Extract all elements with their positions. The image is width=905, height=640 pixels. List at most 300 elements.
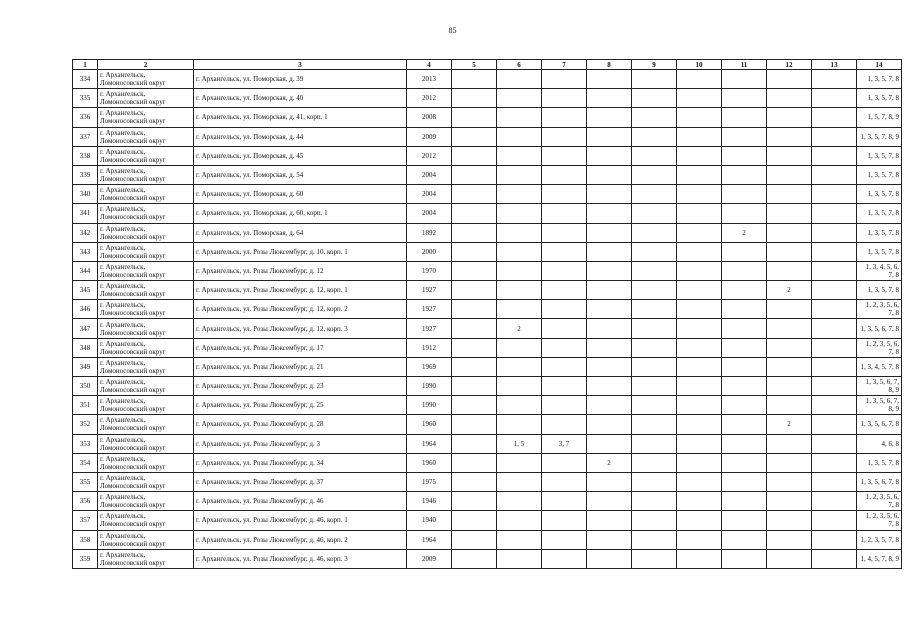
column-6-cell bbox=[497, 127, 542, 146]
column-13-cell bbox=[812, 108, 857, 127]
column-13-cell bbox=[812, 511, 857, 530]
column-11-cell bbox=[722, 242, 767, 261]
column-9-cell bbox=[632, 453, 677, 472]
column-12-cell bbox=[767, 204, 812, 223]
row-number-cell: 355 bbox=[73, 472, 98, 491]
column-6-cell bbox=[497, 492, 542, 511]
column-header: 8 bbox=[587, 60, 632, 70]
column-7-cell bbox=[542, 108, 587, 127]
column-8-cell bbox=[587, 70, 632, 89]
column-header: 14 bbox=[857, 60, 902, 70]
column-13-cell bbox=[812, 261, 857, 280]
column-11-cell bbox=[722, 472, 767, 491]
column-11-cell bbox=[722, 204, 767, 223]
categories-cell: 1, 3, 4, 5, 7, 8 bbox=[857, 357, 902, 376]
column-6-cell bbox=[497, 89, 542, 108]
district-cell: г. Архангельск, Ломоносовский округ bbox=[98, 415, 194, 434]
district-cell: г. Архангельск, Ломоносовский округ bbox=[98, 127, 194, 146]
column-10-cell bbox=[677, 319, 722, 338]
district-cell: г. Архангельск, Ломоносовский округ bbox=[98, 338, 194, 357]
column-13-cell bbox=[812, 223, 857, 242]
column-7-cell bbox=[542, 453, 587, 472]
row-number-cell: 349 bbox=[73, 357, 98, 376]
address-cell: г. Архангельск, ул. Розы Люксембург, д. 10, корп. 1 bbox=[194, 242, 407, 261]
column-5-cell bbox=[452, 415, 497, 434]
district-cell: г. Архангельск, Ломоносовский округ bbox=[98, 319, 194, 338]
column-11-cell bbox=[722, 434, 767, 453]
column-7-cell bbox=[542, 415, 587, 434]
column-5-cell bbox=[452, 396, 497, 415]
column-header: 2 bbox=[98, 60, 194, 70]
column-5-cell bbox=[452, 127, 497, 146]
column-header: 7 bbox=[542, 60, 587, 70]
table-row bbox=[73, 396, 902, 415]
column-7-cell bbox=[542, 377, 587, 396]
row-number-cell: 339 bbox=[73, 165, 98, 184]
year-cell: 1960 bbox=[407, 453, 452, 472]
column-13-cell bbox=[812, 434, 857, 453]
column-12-cell bbox=[767, 511, 812, 530]
table-row bbox=[73, 242, 902, 261]
row-number-cell: 353 bbox=[73, 434, 98, 453]
district-cell: г. Архангельск, Ломоносовский округ bbox=[98, 377, 194, 396]
column-5-cell bbox=[452, 223, 497, 242]
address-cell: г. Архангельск, ул. Поморская, д. 40 bbox=[194, 89, 407, 108]
page-number: 85 bbox=[448, 26, 457, 35]
column-8-cell bbox=[587, 204, 632, 223]
column-6-cell bbox=[497, 377, 542, 396]
column-header: 9 bbox=[632, 60, 677, 70]
categories-cell: 1, 3, 5, 7, 8 bbox=[857, 242, 902, 261]
district-cell: г. Архангельск, Ломоносовский округ bbox=[98, 549, 194, 568]
column-8-cell bbox=[587, 281, 632, 300]
year-cell: 1975 bbox=[407, 472, 452, 491]
address-cell: г. Архангельск, ул. Поморская, д. 39 bbox=[194, 70, 407, 89]
column-6-cell: 2 bbox=[497, 319, 542, 338]
column-13-cell bbox=[812, 415, 857, 434]
column-11-cell bbox=[722, 108, 767, 127]
year-cell: 1969 bbox=[407, 357, 452, 376]
column-11-cell: 2 bbox=[722, 223, 767, 242]
table-row bbox=[73, 70, 902, 89]
address-cell: г. Архангельск, ул. Розы Люксембург, д. 12 bbox=[194, 261, 407, 280]
categories-cell: 1, 3, 5, 6, 7, 8 bbox=[857, 472, 902, 491]
column-9-cell bbox=[632, 396, 677, 415]
column-8-cell bbox=[587, 472, 632, 491]
column-6-cell bbox=[497, 549, 542, 568]
column-12-cell bbox=[767, 530, 812, 549]
year-cell: 1927 bbox=[407, 319, 452, 338]
column-10-cell bbox=[677, 146, 722, 165]
year-cell: 1892 bbox=[407, 223, 452, 242]
categories-cell: 1, 3, 5, 7, 8 bbox=[857, 89, 902, 108]
column-11-cell bbox=[722, 492, 767, 511]
table-row bbox=[73, 89, 902, 108]
column-10-cell bbox=[677, 357, 722, 376]
table-row bbox=[73, 127, 902, 146]
column-7-cell bbox=[542, 127, 587, 146]
column-11-cell bbox=[722, 396, 767, 415]
column-11-cell bbox=[722, 453, 767, 472]
column-10-cell bbox=[677, 204, 722, 223]
row-number-cell: 354 bbox=[73, 453, 98, 472]
column-9-cell bbox=[632, 357, 677, 376]
year-cell: 2009 bbox=[407, 127, 452, 146]
column-12-cell: 2 bbox=[767, 281, 812, 300]
column-header: 11 bbox=[722, 60, 767, 70]
column-7-cell bbox=[542, 338, 587, 357]
column-11-cell bbox=[722, 530, 767, 549]
column-7-cell bbox=[542, 146, 587, 165]
column-10-cell bbox=[677, 300, 722, 319]
column-8-cell bbox=[587, 146, 632, 165]
address-cell: г. Архангельск, ул. Розы Люксембург, д. 21 bbox=[194, 357, 407, 376]
district-cell: г. Архангельск, Ломоносовский округ bbox=[98, 70, 194, 89]
column-5-cell bbox=[452, 338, 497, 357]
row-number-cell: 348 bbox=[73, 338, 98, 357]
column-9-cell bbox=[632, 127, 677, 146]
column-12-cell bbox=[767, 338, 812, 357]
column-13-cell bbox=[812, 453, 857, 472]
column-header: 4 bbox=[407, 60, 452, 70]
column-8-cell bbox=[587, 338, 632, 357]
column-6-cell bbox=[497, 146, 542, 165]
column-7-cell bbox=[542, 261, 587, 280]
column-9-cell bbox=[632, 549, 677, 568]
row-number-cell: 347 bbox=[73, 319, 98, 338]
column-7-cell bbox=[542, 396, 587, 415]
table-row bbox=[73, 530, 902, 549]
table-row bbox=[73, 377, 902, 396]
district-cell: г. Архангельск, Ломоносовский округ bbox=[98, 530, 194, 549]
row-number-cell: 343 bbox=[73, 242, 98, 261]
column-13-cell bbox=[812, 242, 857, 261]
column-10-cell bbox=[677, 396, 722, 415]
column-6-cell bbox=[497, 300, 542, 319]
column-13-cell bbox=[812, 472, 857, 491]
categories-cell: 1, 2, 3, 5, 6, 7, 8 bbox=[857, 300, 902, 319]
address-cell: г. Архангельск, ул. Розы Люксембург, д. 28 bbox=[194, 415, 407, 434]
column-12-cell bbox=[767, 89, 812, 108]
year-cell: 1964 bbox=[407, 434, 452, 453]
table-row bbox=[73, 415, 902, 434]
column-9-cell bbox=[632, 319, 677, 338]
column-5-cell bbox=[452, 185, 497, 204]
column-5-cell bbox=[452, 300, 497, 319]
column-5-cell bbox=[452, 89, 497, 108]
district-cell: г. Архангельск, Ломоносовский округ bbox=[98, 492, 194, 511]
column-8-cell bbox=[587, 127, 632, 146]
column-13-cell bbox=[812, 357, 857, 376]
address-cell: г. Архангельск, ул. Поморская, д. 45 bbox=[194, 146, 407, 165]
year-cell: 2008 bbox=[407, 108, 452, 127]
column-header: 6 bbox=[497, 60, 542, 70]
column-10-cell bbox=[677, 281, 722, 300]
address-cell: г. Архангельск, ул. Поморская, д. 60, корп. 1 bbox=[194, 204, 407, 223]
column-9-cell bbox=[632, 70, 677, 89]
column-9-cell bbox=[632, 472, 677, 491]
column-10-cell bbox=[677, 434, 722, 453]
year-cell: 1960 bbox=[407, 415, 452, 434]
district-cell: г. Архангельск, Ломоносовский округ bbox=[98, 396, 194, 415]
categories-cell: 1, 3, 5, 7, 8 bbox=[857, 453, 902, 472]
column-8-cell bbox=[587, 492, 632, 511]
column-7-cell bbox=[542, 242, 587, 261]
district-cell: г. Архангельск, Ломоносовский округ bbox=[98, 223, 194, 242]
column-6-cell bbox=[497, 415, 542, 434]
column-6-cell bbox=[497, 453, 542, 472]
column-5-cell bbox=[452, 70, 497, 89]
column-9-cell bbox=[632, 185, 677, 204]
column-5-cell bbox=[452, 357, 497, 376]
column-12-cell: 2 bbox=[767, 415, 812, 434]
column-header: 5 bbox=[452, 60, 497, 70]
column-9-cell bbox=[632, 300, 677, 319]
year-cell: 2013 bbox=[407, 70, 452, 89]
column-6-cell bbox=[497, 70, 542, 89]
column-11-cell bbox=[722, 319, 767, 338]
year-cell: 1964 bbox=[407, 530, 452, 549]
table-row bbox=[73, 319, 902, 338]
column-5-cell bbox=[452, 319, 497, 338]
table-row bbox=[73, 146, 902, 165]
column-8-cell bbox=[587, 530, 632, 549]
header-row bbox=[73, 60, 902, 70]
column-10-cell bbox=[677, 185, 722, 204]
address-cell: г. Архангельск, ул. Розы Люксембург, д. 12, корп. 3 bbox=[194, 319, 407, 338]
address-cell: г. Архангельск, ул. Поморская, д. 60 bbox=[194, 185, 407, 204]
address-cell: г. Архангельск, ул. Розы Люксембург, д. 3 bbox=[194, 434, 407, 453]
column-8-cell bbox=[587, 300, 632, 319]
row-number-cell: 345 bbox=[73, 281, 98, 300]
row-number-cell: 335 bbox=[73, 89, 98, 108]
district-cell: г. Архангельск, Ломоносовский округ bbox=[98, 261, 194, 280]
column-7-cell bbox=[542, 165, 587, 184]
column-7-cell bbox=[542, 357, 587, 376]
column-10-cell bbox=[677, 377, 722, 396]
year-cell: 1946 bbox=[407, 492, 452, 511]
row-number-cell: 336 bbox=[73, 108, 98, 127]
column-11-cell bbox=[722, 89, 767, 108]
categories-cell: 1, 3, 5, 7, 8 bbox=[857, 223, 902, 242]
column-9-cell bbox=[632, 261, 677, 280]
column-6-cell bbox=[497, 530, 542, 549]
column-10-cell bbox=[677, 453, 722, 472]
column-5-cell bbox=[452, 165, 497, 184]
column-13-cell bbox=[812, 300, 857, 319]
column-8-cell bbox=[587, 377, 632, 396]
column-5-cell bbox=[452, 377, 497, 396]
column-5-cell bbox=[452, 146, 497, 165]
row-number-cell: 340 bbox=[73, 185, 98, 204]
column-6-cell bbox=[497, 242, 542, 261]
categories-cell: 1, 3, 5, 7, 8, 9 bbox=[857, 127, 902, 146]
column-12-cell bbox=[767, 492, 812, 511]
column-8-cell bbox=[587, 108, 632, 127]
column-8-cell bbox=[587, 549, 632, 568]
column-13-cell bbox=[812, 530, 857, 549]
column-9-cell bbox=[632, 281, 677, 300]
table-row bbox=[73, 281, 902, 300]
column-6-cell bbox=[497, 511, 542, 530]
column-9-cell bbox=[632, 434, 677, 453]
year-cell: 2004 bbox=[407, 204, 452, 223]
address-cell: г. Архангельск, ул. Розы Люксембург, д. 46, корп. 1 bbox=[194, 511, 407, 530]
column-6-cell bbox=[497, 223, 542, 242]
column-8-cell bbox=[587, 511, 632, 530]
address-cell: г. Архангельск, ул. Розы Люксембург, д. 46, корп. 2 bbox=[194, 530, 407, 549]
column-6-cell bbox=[497, 281, 542, 300]
column-10-cell bbox=[677, 492, 722, 511]
year-cell: 1990 bbox=[407, 377, 452, 396]
column-7-cell: 3, 7 bbox=[542, 434, 587, 453]
column-11-cell bbox=[722, 357, 767, 376]
column-5-cell bbox=[452, 108, 497, 127]
column-13-cell bbox=[812, 319, 857, 338]
table-row bbox=[73, 204, 902, 223]
column-10-cell bbox=[677, 70, 722, 89]
column-13-cell bbox=[812, 89, 857, 108]
column-9-cell bbox=[632, 204, 677, 223]
table-row bbox=[73, 357, 902, 376]
column-6-cell bbox=[497, 261, 542, 280]
registry-table bbox=[72, 59, 902, 569]
table-row bbox=[73, 338, 902, 357]
address-cell: г. Архангельск, ул. Розы Люксембург, д. 23 bbox=[194, 377, 407, 396]
year-cell: 2012 bbox=[407, 89, 452, 108]
district-cell: г. Архангельск, Ломоносовский округ bbox=[98, 165, 194, 184]
column-header: 1 bbox=[73, 60, 98, 70]
column-5-cell bbox=[452, 530, 497, 549]
categories-cell: 1, 3, 5, 7, 8 bbox=[857, 204, 902, 223]
district-cell: г. Архангельск, Ломоносовский округ bbox=[98, 472, 194, 491]
categories-cell: 4, 6, 8 bbox=[857, 434, 902, 453]
column-9-cell bbox=[632, 223, 677, 242]
column-5-cell bbox=[452, 453, 497, 472]
address-cell: г. Архангельск, ул. Розы Люксембург, д. 34 bbox=[194, 453, 407, 472]
categories-cell: 1, 3, 5, 7, 8 bbox=[857, 70, 902, 89]
categories-cell: 1, 3, 5, 7, 8 bbox=[857, 185, 902, 204]
column-12-cell bbox=[767, 319, 812, 338]
column-11-cell bbox=[722, 415, 767, 434]
column-10-cell bbox=[677, 127, 722, 146]
column-10-cell bbox=[677, 261, 722, 280]
row-number-cell: 358 bbox=[73, 530, 98, 549]
district-cell: г. Архангельск, Ломоносовский округ bbox=[98, 185, 194, 204]
categories-cell: 1, 2, 3, 5, 6, 7, 8 bbox=[857, 338, 902, 357]
table-row bbox=[73, 223, 902, 242]
column-7-cell bbox=[542, 319, 587, 338]
district-cell: г. Архангельск, Ломоносовский округ bbox=[98, 453, 194, 472]
column-9-cell bbox=[632, 377, 677, 396]
column-13-cell bbox=[812, 377, 857, 396]
column-12-cell bbox=[767, 472, 812, 491]
table-row bbox=[73, 300, 902, 319]
address-cell: г. Архангельск, ул. Розы Люксембург, д. 46, корп. 3 bbox=[194, 549, 407, 568]
address-cell: г. Архангельск, ул. Поморская, д. 41, корп. 1 bbox=[194, 108, 407, 127]
column-8-cell bbox=[587, 415, 632, 434]
table-row bbox=[73, 472, 902, 491]
column-7-cell bbox=[542, 89, 587, 108]
column-7-cell bbox=[542, 70, 587, 89]
year-cell: 1927 bbox=[407, 300, 452, 319]
year-cell: 1927 bbox=[407, 281, 452, 300]
district-cell: г. Архангельск, Ломоносовский округ bbox=[98, 204, 194, 223]
column-13-cell bbox=[812, 70, 857, 89]
table-row bbox=[73, 185, 902, 204]
column-12-cell bbox=[767, 165, 812, 184]
column-header: 12 bbox=[767, 60, 812, 70]
year-cell: 2004 bbox=[407, 185, 452, 204]
column-13-cell bbox=[812, 185, 857, 204]
column-header: 3 bbox=[194, 60, 407, 70]
column-10-cell bbox=[677, 108, 722, 127]
column-10-cell bbox=[677, 165, 722, 184]
column-5-cell bbox=[452, 242, 497, 261]
column-9-cell bbox=[632, 415, 677, 434]
row-number-cell: 352 bbox=[73, 415, 98, 434]
address-cell: г. Архангельск, ул. Розы Люксембург, д. 17 bbox=[194, 338, 407, 357]
column-10-cell bbox=[677, 530, 722, 549]
address-cell: г. Архангельск, ул. Поморская, д. 54 bbox=[194, 165, 407, 184]
categories-cell: 1, 3, 5, 6, 7, 8, 9 bbox=[857, 396, 902, 415]
column-12-cell bbox=[767, 377, 812, 396]
column-8-cell bbox=[587, 357, 632, 376]
column-11-cell bbox=[722, 300, 767, 319]
column-11-cell bbox=[722, 261, 767, 280]
row-number-cell: 356 bbox=[73, 492, 98, 511]
column-9-cell bbox=[632, 165, 677, 184]
column-12-cell bbox=[767, 70, 812, 89]
column-9-cell bbox=[632, 242, 677, 261]
column-8-cell bbox=[587, 434, 632, 453]
column-13-cell bbox=[812, 338, 857, 357]
column-12-cell bbox=[767, 453, 812, 472]
categories-cell: 1, 3, 5, 6, 7, 8, 9 bbox=[857, 377, 902, 396]
column-13-cell bbox=[812, 281, 857, 300]
year-cell: 2000 bbox=[407, 242, 452, 261]
column-8-cell bbox=[587, 185, 632, 204]
address-cell: г. Архангельск, ул. Поморская, д. 64 bbox=[194, 223, 407, 242]
row-number-cell: 342 bbox=[73, 223, 98, 242]
column-8-cell bbox=[587, 242, 632, 261]
column-6-cell bbox=[497, 185, 542, 204]
column-11-cell bbox=[722, 338, 767, 357]
column-11-cell bbox=[722, 127, 767, 146]
column-12-cell bbox=[767, 223, 812, 242]
address-cell: г. Архангельск, ул. Розы Люксембург, д. 12, корп. 1 bbox=[194, 281, 407, 300]
column-9-cell bbox=[632, 530, 677, 549]
column-6-cell bbox=[497, 357, 542, 376]
column-5-cell bbox=[452, 261, 497, 280]
column-7-cell bbox=[542, 492, 587, 511]
column-5-cell bbox=[452, 472, 497, 491]
categories-cell: 1, 2, 3, 5, 6, 7, 8 bbox=[857, 492, 902, 511]
column-9-cell bbox=[632, 89, 677, 108]
column-8-cell bbox=[587, 319, 632, 338]
categories-cell: 1, 3, 5, 7, 8 bbox=[857, 146, 902, 165]
address-cell: г. Архангельск, ул. Розы Люксембург, д. 37 bbox=[194, 472, 407, 491]
column-7-cell bbox=[542, 281, 587, 300]
categories-cell: 1, 3, 5, 6, 7, 8 bbox=[857, 319, 902, 338]
column-12-cell bbox=[767, 300, 812, 319]
row-number-cell: 337 bbox=[73, 127, 98, 146]
table-row bbox=[73, 108, 902, 127]
column-10-cell bbox=[677, 415, 722, 434]
column-13-cell bbox=[812, 492, 857, 511]
column-13-cell bbox=[812, 549, 857, 568]
categories-cell: 1, 3, 5, 6, 7, 8 bbox=[857, 415, 902, 434]
